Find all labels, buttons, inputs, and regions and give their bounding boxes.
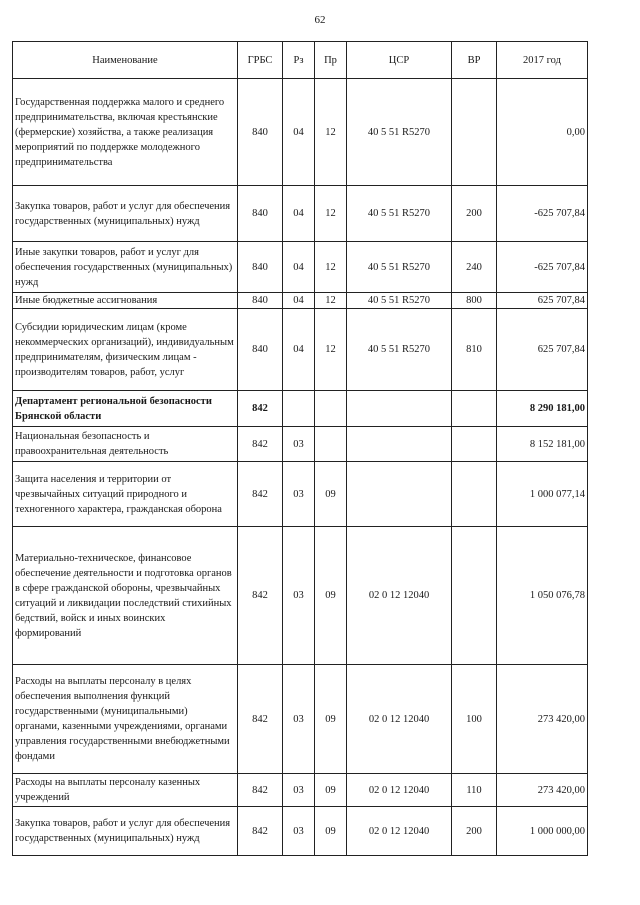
- row-csr: [347, 391, 452, 427]
- row-amount: 1 000 000,00: [497, 807, 588, 856]
- row-vr: 810: [452, 309, 497, 391]
- row-grbs: 840: [238, 242, 283, 293]
- row-name: Департамент региональной безопасности Брянской области: [13, 391, 238, 427]
- row-csr: 40 5 51 R5270: [347, 293, 452, 309]
- row-grbs: 842: [238, 527, 283, 665]
- table-row: [13, 774, 588, 807]
- table-body: [13, 79, 588, 856]
- row-rz: 03: [283, 807, 315, 856]
- row-pr: 09: [315, 807, 347, 856]
- header-csr: ЦСР: [347, 42, 452, 79]
- table-row: [13, 293, 588, 309]
- row-vr: 240: [452, 242, 497, 293]
- row-rz: 04: [283, 293, 315, 309]
- row-grbs: 840: [238, 186, 283, 242]
- row-amount: 8 152 181,00: [497, 427, 588, 462]
- table-row: [13, 527, 588, 665]
- budget-table: [12, 41, 588, 856]
- row-rz: [283, 391, 315, 427]
- row-grbs: 842: [238, 774, 283, 807]
- row-grbs: 840: [238, 309, 283, 391]
- row-csr: 40 5 51 R5270: [347, 309, 452, 391]
- row-rz: 03: [283, 774, 315, 807]
- row-csr: [347, 462, 452, 527]
- table-row: [13, 242, 588, 293]
- row-grbs: 842: [238, 391, 283, 427]
- header-vr: ВР: [452, 42, 497, 79]
- row-pr: 12: [315, 242, 347, 293]
- row-rz: 04: [283, 186, 315, 242]
- header-rz: Рз: [283, 42, 315, 79]
- row-pr: 12: [315, 309, 347, 391]
- row-vr: 100: [452, 665, 497, 774]
- row-grbs: 842: [238, 427, 283, 462]
- row-csr: 40 5 51 R5270: [347, 186, 452, 242]
- row-csr: [347, 427, 452, 462]
- row-name: Иные бюджетные ассигнования: [13, 293, 238, 309]
- row-name: Закупка товаров, работ и услуг для обеспечения государственных (муниципальных) нужд: [13, 807, 238, 856]
- row-rz: 04: [283, 79, 315, 186]
- row-name: Государственная поддержка малого и среднего предпринимательства, включая крестьянские (фермерские) хозяйства, а также реализация мероприятий по поддержке молодежного предпринимательства: [13, 79, 238, 186]
- row-amount: 0,00: [497, 79, 588, 186]
- row-vr: 800: [452, 293, 497, 309]
- row-amount: 625 707,84: [497, 309, 588, 391]
- row-csr: 02 0 12 12040: [347, 774, 452, 807]
- table-row: [13, 79, 588, 186]
- row-amount: 1 000 077,14: [497, 462, 588, 527]
- table-row: [13, 462, 588, 527]
- row-amount: 8 290 181,00: [497, 391, 588, 427]
- table-row: [13, 427, 588, 462]
- table-row: [13, 186, 588, 242]
- row-csr: 40 5 51 R5270: [347, 79, 452, 186]
- header-name: Наименование: [13, 42, 238, 79]
- row-amount: -625 707,84: [497, 186, 588, 242]
- row-rz: 04: [283, 309, 315, 391]
- row-amount: 1 050 076,78: [497, 527, 588, 665]
- row-pr: 12: [315, 79, 347, 186]
- row-csr: 02 0 12 12040: [347, 807, 452, 856]
- row-pr: 09: [315, 774, 347, 807]
- row-pr: 09: [315, 527, 347, 665]
- row-csr: 02 0 12 12040: [347, 665, 452, 774]
- header-pr: Пр: [315, 42, 347, 79]
- row-amount: 625 707,84: [497, 293, 588, 309]
- row-name: Расходы на выплаты персоналу казенных учреждений: [13, 774, 238, 807]
- row-amount: -625 707,84: [497, 242, 588, 293]
- row-rz: 03: [283, 527, 315, 665]
- row-vr: [452, 527, 497, 665]
- row-grbs: 842: [238, 665, 283, 774]
- table-row: [13, 807, 588, 856]
- row-vr: 200: [452, 186, 497, 242]
- header-grbs: ГРБС: [238, 42, 283, 79]
- row-pr: 12: [315, 293, 347, 309]
- row-vr: [452, 462, 497, 527]
- row-name: Материально-техническое, финансовое обеспечение деятельности и подготовка органов в сфере гражданской обороны, чрезвычайных ситуаций и ликвидации последствий стихийных бедствий, войск и иных воинских формирований: [13, 527, 238, 665]
- row-rz: 04: [283, 242, 315, 293]
- row-name: Расходы на выплаты персоналу в целях обеспечения выполнения функций государственными (муниципальными) органами, казенными учреждениями, органами управления государственными внебюджетными фондами: [13, 665, 238, 774]
- row-amount: 273 420,00: [497, 774, 588, 807]
- row-grbs: 840: [238, 293, 283, 309]
- row-pr: 12: [315, 186, 347, 242]
- row-pr: [315, 391, 347, 427]
- row-grbs: 840: [238, 79, 283, 186]
- row-rz: 03: [283, 665, 315, 774]
- table-row: [13, 665, 588, 774]
- row-name: Субсидии юридическим лицам (кроме некоммерческих организаций), индивидуальным предпринимателям, физическим лицам - производителям товаров, работ, услуг: [13, 309, 238, 391]
- row-grbs: 842: [238, 462, 283, 527]
- row-pr: [315, 427, 347, 462]
- row-rz: 03: [283, 427, 315, 462]
- table-row: [13, 309, 588, 391]
- header-year: 2017 год: [497, 42, 588, 79]
- table-row: [13, 391, 588, 427]
- row-rz: 03: [283, 462, 315, 527]
- row-grbs: 842: [238, 807, 283, 856]
- row-vr: [452, 391, 497, 427]
- row-csr: 02 0 12 12040: [347, 527, 452, 665]
- row-pr: 09: [315, 665, 347, 774]
- header-row: [13, 42, 588, 79]
- row-csr: 40 5 51 R5270: [347, 242, 452, 293]
- page-number: 62: [314, 14, 326, 26]
- row-vr: 110: [452, 774, 497, 807]
- row-vr: [452, 79, 497, 186]
- row-name: Национальная безопасность и правоохранительная деятельность: [13, 427, 238, 462]
- row-vr: [452, 427, 497, 462]
- row-name: Защита населения и территории от чрезвычайных ситуаций природного и техногенного характера, гражданская оборона: [13, 462, 238, 527]
- row-pr: 09: [315, 462, 347, 527]
- row-amount: 273 420,00: [497, 665, 588, 774]
- row-name: Закупка товаров, работ и услуг для обеспечения государственных (муниципальных) нужд: [13, 186, 238, 242]
- row-vr: 200: [452, 807, 497, 856]
- row-name: Иные закупки товаров, работ и услуг для обеспечения государственных (муниципальных) нужд: [13, 242, 238, 293]
